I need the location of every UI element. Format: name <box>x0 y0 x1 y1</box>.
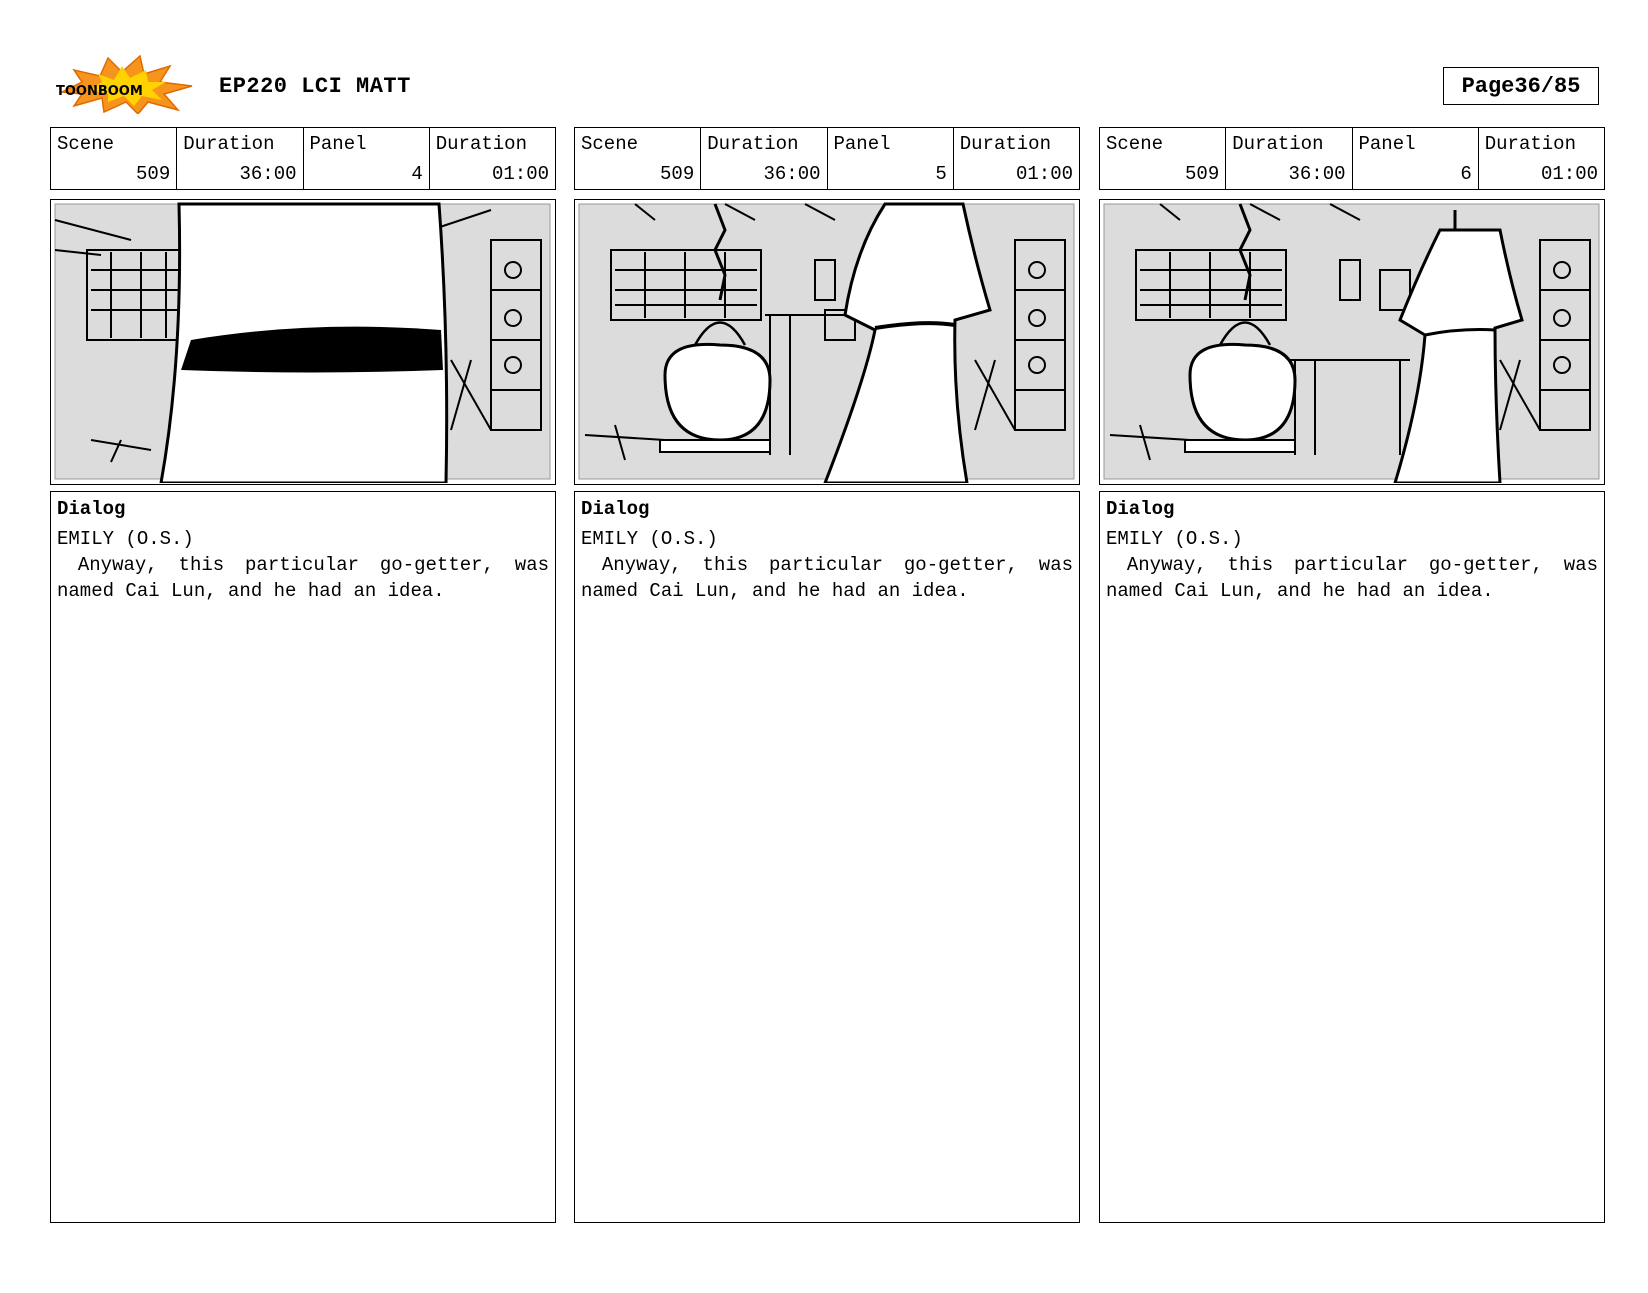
storyboard-sketch <box>51 200 554 483</box>
dialog-box <box>1099 491 1610 1223</box>
scene-value: 509 <box>136 163 171 185</box>
storyboard-frame <box>50 199 556 485</box>
page-label: Page <box>1461 73 1515 99</box>
dialog-speaker: EMILY (O.S.) <box>581 528 718 550</box>
duration-label: Duration <box>435 133 527 155</box>
panel-cell <box>304 128 430 189</box>
dialog-label: Dialog <box>581 498 650 520</box>
dialog-text: Anyway, this particular go-getter, was named Cai Lun, and he had an idea. <box>581 554 1085 602</box>
scene-duration-cell <box>177 128 303 189</box>
panel-info-bar <box>574 127 1080 190</box>
dialog-text: Anyway, this particular go-getter, was named Cai Lun, and he had an idea. <box>1106 554 1610 602</box>
page-indicator <box>1443 67 1599 105</box>
panel-cell <box>1353 128 1479 189</box>
storyboard-frame <box>574 199 1080 485</box>
scene-cell <box>1100 128 1226 189</box>
toonboom-logo <box>52 52 197 114</box>
panel-label: Panel <box>309 133 367 155</box>
panel-duration-cell <box>1479 128 1604 189</box>
page-number: 36/85 <box>1514 73 1581 99</box>
panel-value: 6 <box>1460 163 1472 185</box>
panel-info-bar <box>50 127 556 190</box>
storyboard-sketch <box>575 200 1078 483</box>
panel-label: Panel <box>833 133 891 155</box>
panel-cell <box>828 128 954 189</box>
storyboard-sketch <box>1100 200 1603 483</box>
duration-label: Duration <box>183 133 275 155</box>
duration-label: Duration <box>1232 133 1324 155</box>
page-title: EP220 LCI MATT <box>219 74 411 99</box>
dialog-box <box>574 491 1085 1223</box>
dialog-box <box>50 491 561 1223</box>
dialog-label: Dialog <box>57 498 126 520</box>
dialog-speaker: EMILY (O.S.) <box>57 528 194 550</box>
logo-text: TOONBOOM <box>56 84 143 99</box>
duration-label: Duration <box>959 133 1051 155</box>
dialog-text: Anyway, this particular go-getter, was named Cai Lun, and he had an idea. <box>57 554 561 602</box>
scene-label: Scene <box>57 133 115 155</box>
panel-value: 4 <box>411 163 423 185</box>
panel-value: 5 <box>935 163 947 185</box>
panel-label: Panel <box>1358 133 1416 155</box>
scene-duration-value: 36:00 <box>1288 163 1346 185</box>
scene-cell <box>51 128 177 189</box>
dialog-label: Dialog <box>1106 498 1175 520</box>
panel-info-bar <box>1099 127 1605 190</box>
scene-value: 509 <box>660 163 695 185</box>
scene-duration-cell <box>701 128 827 189</box>
panel-duration-value: 01:00 <box>1015 163 1073 185</box>
scene-duration-value: 36:00 <box>763 163 821 185</box>
scene-label: Scene <box>1106 133 1164 155</box>
panel-duration-value: 01:00 <box>1540 163 1598 185</box>
panel-duration-cell <box>954 128 1079 189</box>
scene-value: 509 <box>1185 163 1220 185</box>
dialog-speaker: EMILY (O.S.) <box>1106 528 1243 550</box>
scene-duration-cell <box>1226 128 1352 189</box>
scene-duration-value: 36:00 <box>239 163 297 185</box>
duration-label: Duration <box>707 133 799 155</box>
panel-duration-cell <box>430 128 555 189</box>
scene-label: Scene <box>581 133 639 155</box>
duration-label: Duration <box>1484 133 1576 155</box>
scene-cell <box>575 128 701 189</box>
panel-duration-value: 01:00 <box>491 163 549 185</box>
storyboard-frame <box>1099 199 1605 485</box>
